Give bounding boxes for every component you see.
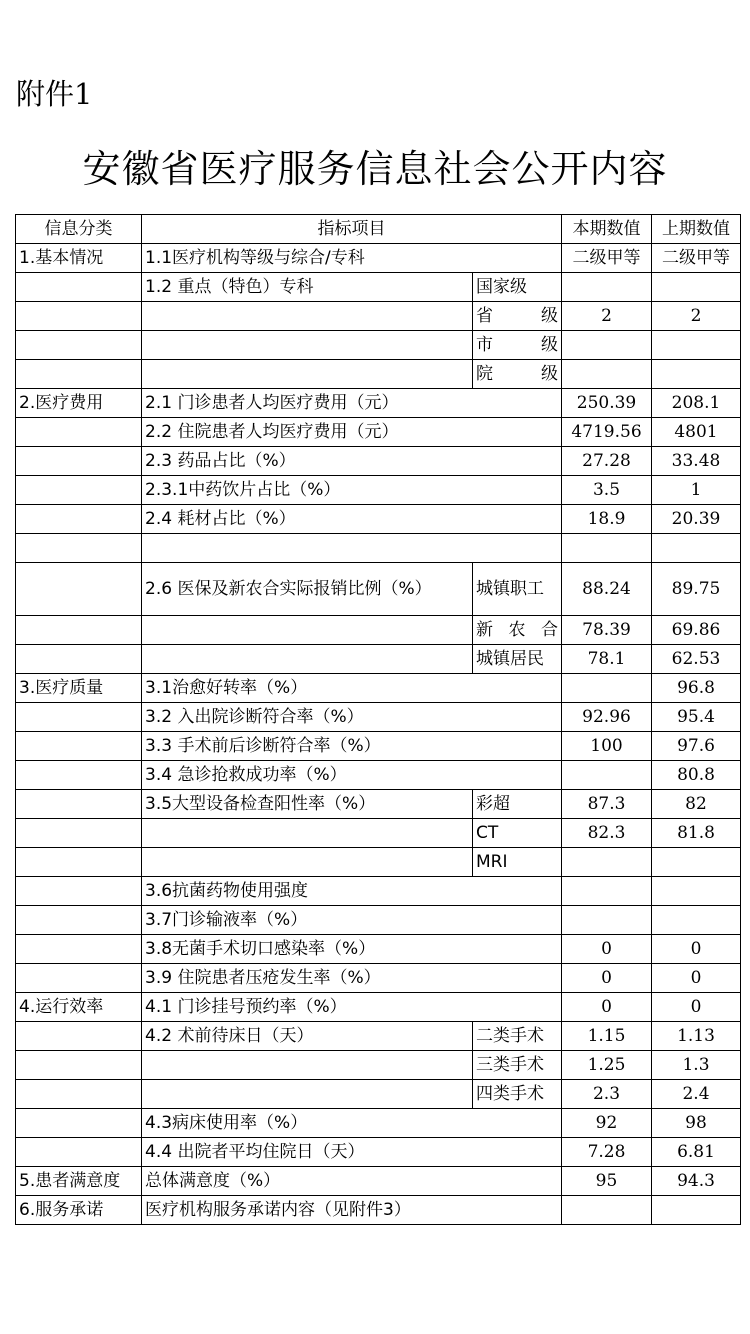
- category-cell: [16, 447, 142, 476]
- header-previous: 上期数值: [652, 215, 741, 244]
- previous-value-cell: 0: [652, 993, 741, 1022]
- current-value-cell: [562, 848, 652, 877]
- previous-value-cell: 89.75: [652, 563, 741, 616]
- table-row: [16, 534, 741, 563]
- current-value-cell: 2.3: [562, 1080, 652, 1109]
- item-cell: 医疗机构服务承诺内容（见附件3）: [142, 1196, 562, 1225]
- info-table: [15, 214, 741, 1225]
- table-row: [16, 848, 741, 877]
- header-category: 信息分类: [16, 215, 142, 244]
- previous-value-cell: 20.39: [652, 505, 741, 534]
- item-cell: 2.1 门诊患者人均医疗费用（元）: [142, 389, 562, 418]
- item-cell: 3.7门诊输液率（%）: [142, 906, 562, 935]
- table-row: [16, 476, 741, 505]
- category-cell: [16, 1022, 142, 1051]
- category-cell: [16, 935, 142, 964]
- table-row: [16, 505, 741, 534]
- item-cell: 4.2 术前待床日（天）: [142, 1022, 473, 1051]
- table-row: [16, 273, 741, 302]
- category-cell: 2.医疗费用: [16, 389, 142, 418]
- table-row: [16, 418, 741, 447]
- sub-item-cell: 三类手术: [473, 1051, 562, 1080]
- category-cell: [16, 848, 142, 877]
- table-row: [16, 645, 741, 674]
- sub-item-cell: 院 级: [473, 360, 562, 389]
- previous-value-cell: 69.86: [652, 616, 741, 645]
- category-cell: [16, 1051, 142, 1080]
- table-row: [16, 1080, 741, 1109]
- category-cell: [16, 534, 142, 563]
- category-cell: [16, 819, 142, 848]
- current-value-cell: [562, 360, 652, 389]
- item-cell: [142, 848, 473, 877]
- previous-value-cell: [652, 877, 741, 906]
- current-value-cell: 250.39: [562, 389, 652, 418]
- current-value-cell: 87.3: [562, 790, 652, 819]
- item-cell: 2.4 耗材占比（%）: [142, 505, 562, 534]
- current-value-cell: 78.39: [562, 616, 652, 645]
- previous-value-cell: 80.8: [652, 761, 741, 790]
- table-row: [16, 1167, 741, 1196]
- table-row: [16, 732, 741, 761]
- table-row: [16, 935, 741, 964]
- sub-item-cell: 城镇职工: [473, 563, 562, 616]
- table-row: [16, 819, 741, 848]
- current-value-cell: [562, 534, 652, 563]
- previous-value-cell: 82: [652, 790, 741, 819]
- category-cell: [16, 790, 142, 819]
- sub-item-cell: 新 农 合: [473, 616, 562, 645]
- sub-item-cell: 四类手术: [473, 1080, 562, 1109]
- item-cell: 3.6抗菌药物使用强度: [142, 877, 562, 906]
- item-cell: [142, 331, 473, 360]
- table-row: [16, 447, 741, 476]
- category-cell: [16, 302, 142, 331]
- current-value-cell: [562, 331, 652, 360]
- current-value-cell: [562, 1196, 652, 1225]
- sub-item-cell: CT: [473, 819, 562, 848]
- category-cell: [16, 732, 142, 761]
- item-cell: 3.5大型设备检查阳性率（%）: [142, 790, 473, 819]
- item-cell: [142, 819, 473, 848]
- current-value-cell: [562, 877, 652, 906]
- item-cell: 2.3 药品占比（%）: [142, 447, 562, 476]
- previous-value-cell: 1.13: [652, 1022, 741, 1051]
- previous-value-cell: 97.6: [652, 732, 741, 761]
- table-row: [16, 1022, 741, 1051]
- item-cell: [142, 616, 473, 645]
- category-cell: [16, 331, 142, 360]
- table-row: [16, 360, 741, 389]
- current-value-cell: [562, 273, 652, 302]
- item-cell: 3.3 手术前后诊断符合率（%）: [142, 732, 562, 761]
- item-cell: 2.3.1中药饮片占比（%）: [142, 476, 562, 505]
- sub-item-cell: 国家级: [473, 273, 562, 302]
- table-row: [16, 1138, 741, 1167]
- table-row: [16, 1051, 741, 1080]
- current-value-cell: 92: [562, 1109, 652, 1138]
- table-row: [16, 563, 741, 616]
- category-cell: [16, 616, 142, 645]
- item-cell: 1.1医疗机构等级与综合/专科: [142, 244, 562, 273]
- current-value-cell: 3.5: [562, 476, 652, 505]
- previous-value-cell: 94.3: [652, 1167, 741, 1196]
- item-cell: 总体满意度（%）: [142, 1167, 562, 1196]
- current-value-cell: 95: [562, 1167, 652, 1196]
- sub-item-cell: 市 级: [473, 331, 562, 360]
- item-cell: [142, 645, 473, 674]
- previous-value-cell: 6.81: [652, 1138, 741, 1167]
- current-value-cell: 88.24: [562, 563, 652, 616]
- previous-value-cell: 208.1: [652, 389, 741, 418]
- previous-value-cell: [652, 331, 741, 360]
- current-value-cell: 1.25: [562, 1051, 652, 1080]
- category-cell: [16, 761, 142, 790]
- page-title: 安徽省医疗服务信息社会公开内容: [82, 147, 668, 191]
- previous-value-cell: [652, 534, 741, 563]
- current-value-cell: 0: [562, 993, 652, 1022]
- category-cell: 1.基本情况: [16, 244, 142, 273]
- previous-value-cell: 62.53: [652, 645, 741, 674]
- table-row: [16, 302, 741, 331]
- current-value-cell: 4719.56: [562, 418, 652, 447]
- table-row: [16, 674, 741, 703]
- previous-value-cell: 1.3: [652, 1051, 741, 1080]
- item-cell: [142, 534, 562, 563]
- category-cell: [16, 1109, 142, 1138]
- category-cell: [16, 703, 142, 732]
- category-cell: 3.医疗质量: [16, 674, 142, 703]
- previous-value-cell: 81.8: [652, 819, 741, 848]
- sub-item-cell: 省 级: [473, 302, 562, 331]
- category-cell: [16, 563, 142, 616]
- category-cell: [16, 360, 142, 389]
- category-cell: [16, 877, 142, 906]
- item-cell: [142, 302, 473, 331]
- table-row: [16, 877, 741, 906]
- current-value-cell: 78.1: [562, 645, 652, 674]
- category-cell: [16, 964, 142, 993]
- table-row: [16, 761, 741, 790]
- current-value-cell: 82.3: [562, 819, 652, 848]
- previous-value-cell: 98: [652, 1109, 741, 1138]
- category-cell: 5.患者满意度: [16, 1167, 142, 1196]
- previous-value-cell: [652, 360, 741, 389]
- table-row: [16, 389, 741, 418]
- current-value-cell: 100: [562, 732, 652, 761]
- category-cell: 6.服务承诺: [16, 1196, 142, 1225]
- previous-value-cell: 2.4: [652, 1080, 741, 1109]
- item-cell: [142, 1051, 473, 1080]
- previous-value-cell: 33.48: [652, 447, 741, 476]
- previous-value-cell: 0: [652, 935, 741, 964]
- item-cell: [142, 360, 473, 389]
- item-cell: 3.9 住院患者压疮发生率（%）: [142, 964, 562, 993]
- previous-value-cell: [652, 848, 741, 877]
- previous-value-cell: 1: [652, 476, 741, 505]
- item-cell: 3.4 急诊抢救成功率（%）: [142, 761, 562, 790]
- previous-value-cell: 95.4: [652, 703, 741, 732]
- item-cell: 2.6 医保及新农合实际报销比例（%）: [142, 563, 473, 616]
- previous-value-cell: [652, 906, 741, 935]
- sub-item-cell: MRI: [473, 848, 562, 877]
- previous-value-cell: 4801: [652, 418, 741, 447]
- table-row: [16, 1196, 741, 1225]
- current-value-cell: 18.9: [562, 505, 652, 534]
- table-row: [16, 244, 741, 273]
- category-cell: [16, 505, 142, 534]
- previous-value-cell: [652, 1196, 741, 1225]
- table-row: [16, 993, 741, 1022]
- table-row: [16, 703, 741, 732]
- current-value-cell: [562, 906, 652, 935]
- current-value-cell: 27.28: [562, 447, 652, 476]
- category-cell: [16, 645, 142, 674]
- item-cell: 3.2 入出院诊断符合率（%）: [142, 703, 562, 732]
- category-cell: [16, 273, 142, 302]
- current-value-cell: 92.96: [562, 703, 652, 732]
- item-cell: 4.3病床使用率（%）: [142, 1109, 562, 1138]
- item-cell: [142, 1080, 473, 1109]
- current-value-cell: 1.15: [562, 1022, 652, 1051]
- category-cell: [16, 906, 142, 935]
- current-value-cell: 7.28: [562, 1138, 652, 1167]
- current-value-cell: 0: [562, 964, 652, 993]
- previous-value-cell: 96.8: [652, 674, 741, 703]
- previous-value-cell: [652, 273, 741, 302]
- item-cell: 4.4 出院者平均住院日（天）: [142, 1138, 562, 1167]
- table-row: [16, 964, 741, 993]
- item-cell: 1.2 重点（特色）专科: [142, 273, 473, 302]
- current-value-cell: [562, 674, 652, 703]
- table-row: [16, 1109, 741, 1138]
- header-item: 指标项目: [142, 215, 562, 244]
- table-header-row: [16, 215, 741, 244]
- current-value-cell: 0: [562, 935, 652, 964]
- category-cell: [16, 476, 142, 505]
- item-cell: 3.1治愈好转率（%）: [142, 674, 562, 703]
- item-cell: 2.2 住院患者人均医疗费用（元）: [142, 418, 562, 447]
- sub-item-cell: 彩超: [473, 790, 562, 819]
- category-cell: [16, 1138, 142, 1167]
- table-row: [16, 616, 741, 645]
- category-cell: 4.运行效率: [16, 993, 142, 1022]
- header-current: 本期数值: [562, 215, 652, 244]
- table-row: [16, 790, 741, 819]
- category-cell: [16, 1080, 142, 1109]
- table-row: [16, 331, 741, 360]
- sub-item-cell: 城镇居民: [473, 645, 562, 674]
- attachment-label: 附件1: [16, 77, 93, 111]
- current-value-cell: [562, 761, 652, 790]
- category-cell: [16, 418, 142, 447]
- item-cell: 4.1 门诊挂号预约率（%）: [142, 993, 562, 1022]
- previous-value-cell: 二级甲等: [652, 244, 741, 273]
- current-value-cell: 二级甲等: [562, 244, 652, 273]
- item-cell: 3.8无菌手术切口感染率（%）: [142, 935, 562, 964]
- current-value-cell: 2: [562, 302, 652, 331]
- previous-value-cell: 0: [652, 964, 741, 993]
- table-row: [16, 906, 741, 935]
- sub-item-cell: 二类手术: [473, 1022, 562, 1051]
- previous-value-cell: 2: [652, 302, 741, 331]
